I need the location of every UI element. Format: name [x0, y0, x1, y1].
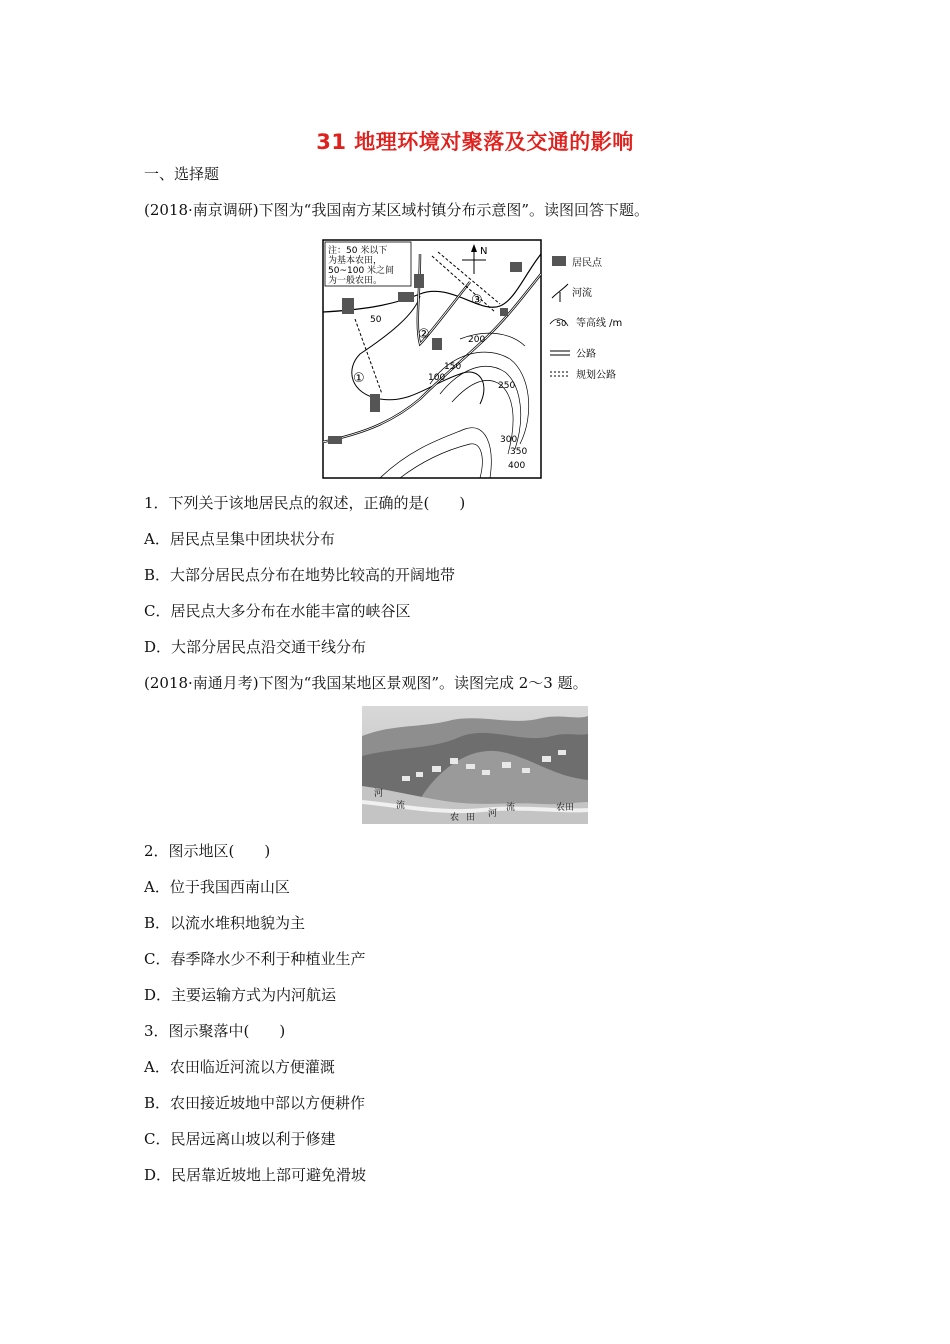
map-note-line: 注：50 米以下	[328, 246, 388, 256]
page-title: 31 地理环境对聚落及交通的影响	[316, 130, 634, 154]
photo-label: 流	[506, 803, 516, 813]
section-heading: 一、选择题	[144, 165, 220, 183]
contour-label: 400	[508, 461, 526, 471]
north-label: N	[480, 246, 488, 257]
map-note-line: 为一般农田。	[328, 276, 383, 286]
map-marker-2: ②	[418, 327, 430, 342]
contour-label: 200	[468, 335, 486, 345]
question-1-option-c: C．居民点大多分布在水能丰富的峡谷区	[144, 602, 411, 620]
photo-label: 河	[374, 789, 384, 799]
question-intro-1: (2018·南京调研)下图为“我国南方某区域村镇分布示意图”。读图回答下题。	[144, 201, 649, 219]
question-1-option-b: B．大部分居民点分布在地势比较高的开阔地带	[144, 566, 456, 584]
legend-road-icon	[550, 351, 570, 355]
legend-label: 规划公路	[576, 370, 616, 381]
contour-label: 350	[510, 447, 528, 457]
contour-label: 150	[444, 362, 462, 372]
map-marker-1: ①	[353, 371, 365, 386]
photo-label: 流	[396, 801, 406, 811]
village-distribution-map	[320, 234, 638, 482]
contour-label: 250	[498, 381, 516, 391]
question-3-option-b: B．农田接近坡地中部以方便耕作	[144, 1094, 366, 1112]
legend-settlement-icon	[552, 256, 566, 266]
question-2-option-a: A．位于我国西南山区	[144, 878, 290, 896]
question-1-stem: 1．下列关于该地居民点的叙述，正确的是( )	[144, 494, 466, 512]
question-3-stem: 3．图示聚落中( )	[144, 1022, 286, 1040]
question-1-option-d: D．大部分居民点沿交通干线分布	[144, 638, 367, 656]
contour-label: 300	[500, 435, 518, 445]
question-2-option-c: C．春季降水少不利于种植业生产	[144, 950, 366, 968]
contour-label: 50	[370, 315, 382, 325]
landscape-photo	[362, 706, 588, 824]
photo-label: 农	[450, 813, 460, 823]
contour-label: 100	[428, 373, 446, 383]
legend-planned-road-icon	[550, 372, 570, 376]
legend-label: 公路	[576, 349, 596, 360]
question-3-option-a: A．农田临近河流以方便灌溉	[144, 1058, 335, 1076]
legend-contour-value: 50	[556, 319, 567, 328]
photo-label: 河	[488, 809, 498, 819]
legend-river-icon	[552, 284, 568, 302]
photo-label: 农田	[556, 803, 575, 813]
map-note-line: 为基本农田，	[328, 256, 383, 266]
map-marker-3: ③	[471, 293, 483, 308]
legend-label: 河流	[572, 288, 592, 299]
legend-label: 等高线 /m	[576, 318, 623, 329]
question-3-option-d: D．民居靠近坡地上部可避免滑坡	[144, 1166, 367, 1184]
photo-label: 田	[466, 813, 476, 823]
question-2-stem: 2．图示地区( )	[144, 842, 271, 860]
question-2-option-b: B．以流水堆积地貌为主	[144, 914, 306, 932]
question-2-option-d: D．主要运输方式为内河航运	[144, 986, 337, 1004]
legend-label: 居民点	[572, 258, 602, 269]
question-3-option-c: C．民居远离山坡以利于修建	[144, 1130, 336, 1148]
question-1-option-a: A．居民点呈集中团块状分布	[144, 530, 335, 548]
question-intro-2: (2018·南通月考)下图为“我国某地区景观图”。读图完成 2～3 题。	[144, 674, 588, 692]
map-note-line: 50~100 米之间	[328, 266, 395, 276]
